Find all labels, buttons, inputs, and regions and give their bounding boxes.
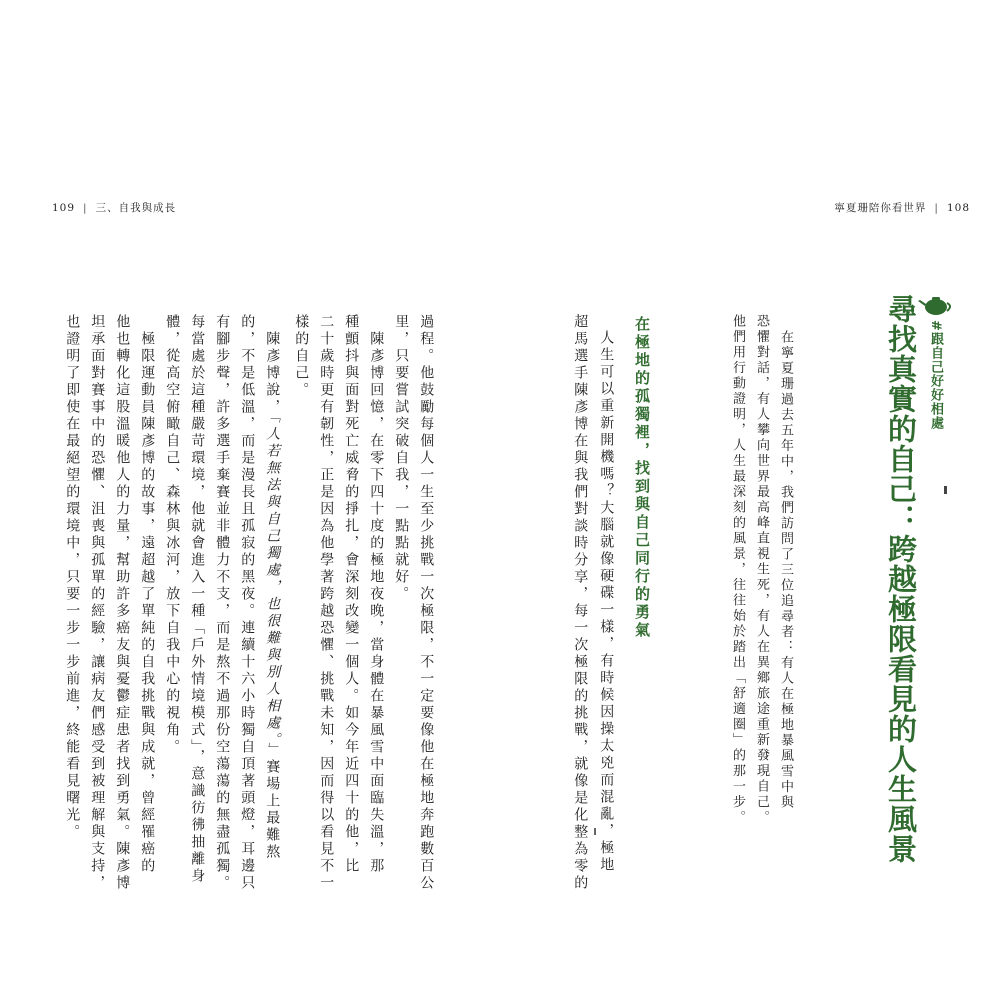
intro-line: 他們用行動證明，人生最深刻的風景，往往始於踏出「舒適圈」的那一步。 xyxy=(730,314,745,826)
body-line: 種顫抖與面對死亡威脅的掙扎，會深刻改變一個人。如今年近四十的他，比 xyxy=(343,314,360,875)
body-line: 有腳步聲，許多選手棄賽並非體力不支，而是熬不過那份空蕩蕩的無盡孤獨。 xyxy=(214,314,231,892)
margin-mark xyxy=(944,486,947,494)
intro-line: 在寧夏珊過去五年中，我們訪問了三位追尋者：有人在極地暴風雪中與 xyxy=(778,330,793,811)
header-separator: | xyxy=(83,202,88,214)
body-line: 里，只要嘗試突破自我，一點點就好。 xyxy=(393,314,410,603)
intro-line: 恐懼對話，有人攀向世界最高峰直視生死，有人在異鄉旅途重新發現自己。 xyxy=(754,314,769,826)
body-line: 也證明了即使在最絕望的環境中，只要一步一步前進，終能看見曙光。 xyxy=(64,314,81,841)
quote-line xyxy=(260,314,284,861)
right-book-title: 寧夏珊陪你看世界 xyxy=(834,202,927,214)
body-line: 他也轉化這股溫暖他人的力量，幫助許多癌友與憂鬱症患者找到勇氣。陳彥博 xyxy=(114,314,131,892)
body-line: 陳彥博回憶，在零下四十度的極地夜晚，當身體在暴風雪中面臨失溫，那 xyxy=(368,314,385,875)
body-line: 樣的自己。 xyxy=(293,314,310,399)
quote-suffix: 賽場上最難熬 xyxy=(264,759,281,861)
left-page-number: 109 xyxy=(52,202,76,214)
body-line: 二十歲時更有韌性，正是因為他學著跨越恐懼、挑戰未知，因而得以看見不一 xyxy=(318,314,335,892)
body-line: 超馬選手陳彥博在與我們對談時分享，每一次極限的挑戰，就像是化整為零的 xyxy=(572,314,589,892)
right-page-number: 108 xyxy=(946,202,970,214)
section-tag: #跟自己好好相處 xyxy=(928,320,943,430)
body-line: 每當處於這種嚴苛環境，他就會進入一種「戶外情境模式」，意識彷彿抽離身 xyxy=(189,314,206,885)
left-section-title: 三、自我與成長 xyxy=(95,202,177,214)
body-line: 坦承面對賽事中的恐懼、沮喪與孤單的經驗，讓病友們感受到被理解與支持， xyxy=(89,314,106,892)
teapot-icon xyxy=(917,294,953,316)
body-line: 的，不是低溫，而是漫長且孤寂的黑夜。連續十六小時獨自頂著頭燈，耳邊只 xyxy=(239,314,256,892)
quote-text: 「人若無法與自己獨處，也很難與別人相處。」 xyxy=(264,416,281,759)
quote-prefix: 陳彥博說， xyxy=(264,314,281,416)
body-line: 人生可以重新開機嗎？大腦就像硬碟一樣，有時候因操太兇而混亂，極地 xyxy=(598,330,615,874)
section-title: 尋找真實的自己：跨越極限看見的人生風景 xyxy=(884,294,918,864)
left-running-header xyxy=(52,200,176,215)
margin-mark xyxy=(594,828,596,835)
header-separator: | xyxy=(934,202,939,214)
body-line: 極限運動員陳彥博的故事，遠超越了單純的自我挑戰與成就，曾經罹癌的 xyxy=(139,314,156,875)
right-running-header xyxy=(834,200,970,215)
body-line: 過程。他鼓勵每個人一生至少挑戰一次極限，不一定要像他在極地奔跑數百公 xyxy=(418,314,435,892)
subheading: 在極地的孤獨裡，找到與自己同行的勇氣 xyxy=(633,316,651,640)
body-line: 體，從高空俯瞰自己、森林與冰河，放下自我中心的視角。 xyxy=(164,314,181,756)
